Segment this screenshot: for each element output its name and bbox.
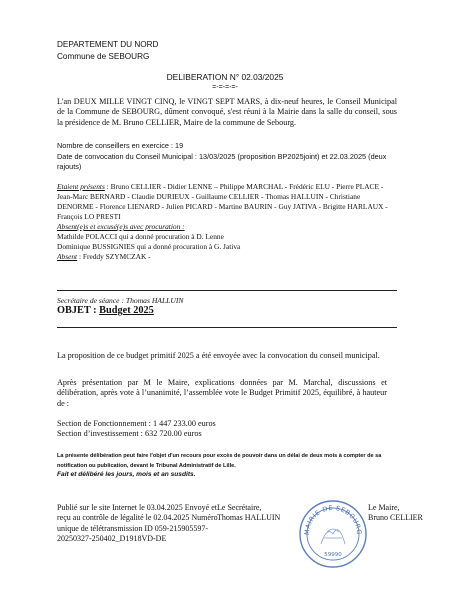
section-investissement: Section d’investissement : 632 720.00 euros (57, 429, 202, 439)
divider-bottom (57, 327, 397, 328)
secretary-name: Thomas HALLUIN (217, 513, 281, 523)
deliberation-title: DELIBERATION N° 02.03/2025 (166, 72, 284, 82)
absent-label: Absent (57, 252, 78, 261)
budget-intro-paragraph: La proposition de ce budget primitif 2025 a été envoyée avec la convocation du conseil municipal. (57, 351, 380, 360)
secretary-signature-block (217, 503, 280, 524)
proxy-entry: Mathilde POLACCI qui a donné procuration à D. Lenne (57, 232, 224, 241)
publication-info: Publié sur le site Internet le 03.04.2025 Envoyé et reçu au contrôle de légalité le 02.04.2025 Numéro unique de télétransmission ID 059-215905597-20250327-250402_D1918VD-DE (57, 503, 218, 543)
members-count: Nombre de conseillers en exercice : 19 (57, 141, 184, 150)
objet-line (57, 305, 154, 317)
secretary-title: Le Secrétaire, (217, 503, 262, 512)
present-list (57, 182, 397, 222)
budget-sections (57, 419, 387, 440)
budget-vote-paragraph: Après présentation par M le Maire, explications données par M. Marchal, discussions et délibération, après vote à l’unanimité, l’assemblée vote le Budget Primitif 2025, équilibré, à hauteur de : (57, 378, 387, 408)
mayor-name: Bruno CELLIER (368, 513, 423, 523)
mayor-signature-block (368, 503, 423, 524)
stamp-icon (297, 498, 369, 570)
department-name: DEPARTEMENT DU NORD (57, 40, 159, 49)
header-block (57, 39, 158, 63)
title-separator: =-=-=-=- (212, 84, 238, 91)
proxy-label: Absent(e)s et excusé(e)s avec procuration : (57, 222, 185, 231)
done-deliberated: Fait et délibéré les jours, mois et an susdits. (57, 471, 196, 478)
mayor-title: Le Maire, (368, 503, 400, 512)
mairie-stamp-seal (297, 498, 369, 570)
legal-notice: La présente délibération peut faire l'objet d'un recours pour excès de pouvoir dans un délai de deux mois à compter de sa notification ou publication, devant le Tribunal Administratif de Lille. (57, 453, 382, 469)
session-secretary: Secrétaire de séance : Thomas HALLUIN (57, 296, 184, 305)
divider-top (57, 290, 397, 291)
attendance-block (57, 182, 397, 262)
objet-label: OBJET : (57, 305, 97, 316)
present-label: Etaient présents (57, 182, 105, 191)
stamp-text: MAIRIE DE SEBOURG (302, 503, 364, 536)
section-fonctionnement: Section de Fonctionnement : 1 447 233.00 euros (57, 419, 216, 428)
convocation-date: Date de convocation du Conseil Municipal : 13/03/2025 (proposition BP2025joint) et 22.03.2025 (deux rajouts) (57, 151, 387, 171)
present-names: : Bruno CELLIER - Didier LENNE – Philippe MARCHAL - Frédéric ELU - Pierre PLACE - Jean-Marc BERNARD - Claudie DURIEUX - Guillaume CELLIER - Thomas HALLUIN - Christiane DENORME - Florence LIENARD - Julien PICARD - Martine BAURIN - Guy JATIVA - Brigitte HARLAUX - François LO PRESTI (57, 182, 388, 221)
objet-subject: Budget 2025 (99, 305, 154, 316)
absent-line (57, 252, 397, 262)
council-counts (57, 141, 402, 173)
stamp-code: 59990 (324, 552, 342, 558)
intro-paragraph: L'an DEUX MILLE VINGT CINQ, le VINGT SEPT MARS, à dix-neuf heures, le Conseil Municipal de la Commune de SEBOURG, dûment convoqué, s'est réuni à la Mairie dans la salle du conseil, sous la présidence de M. Bruno CELLIER, Maire de la commune de Sebourg. (57, 97, 397, 127)
absent-names: : Freddy SZYMCZAK - (77, 252, 151, 261)
commune-name: Commune de SEBOURG (57, 52, 150, 61)
proxy-entry: Dominique BUSSIGNIES qui a donné procuration à G. Jativa (57, 242, 241, 251)
